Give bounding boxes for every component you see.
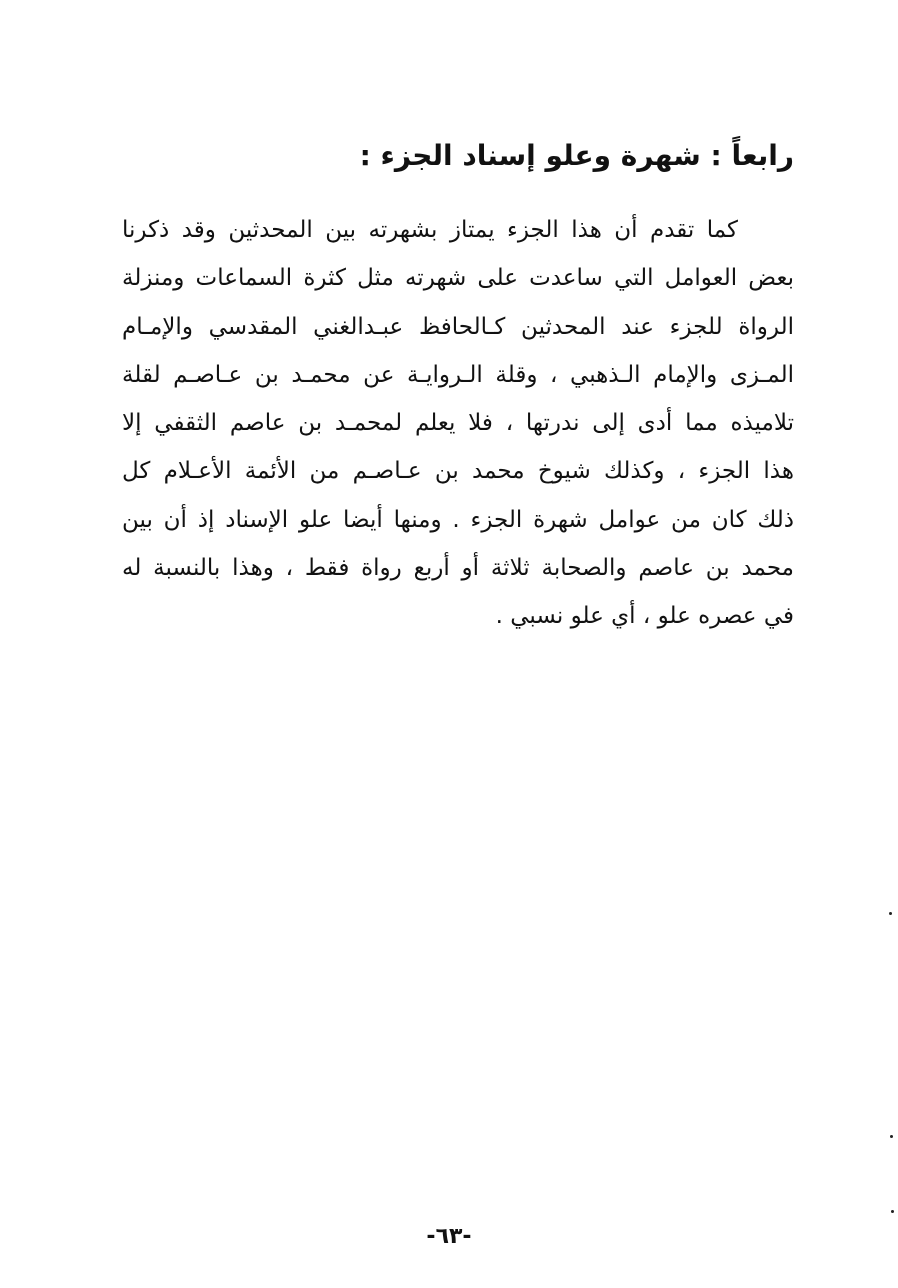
- section-heading: رابعاً : شهرة وعلو إسناد الجزء :: [359, 139, 794, 172]
- body-paragraph: [122, 206, 794, 641]
- paragraph-line: في عصره علو ، أي علو نسبي .: [495, 603, 794, 630]
- scan-speck: [890, 1135, 893, 1138]
- paragraph-line: تلاميذه مما أدى إلى ندرتها ، فلا يعلم لمحمـد بن عاصم الثقفي إلا: [122, 410, 794, 437]
- paragraph-line: كما تقدم أن هذا الجزء يمتاز بشهرته بين المحدثين وقد ذكرنا: [122, 217, 738, 243]
- paragraph-line: محمد بن عاصم والصحابة ثلاثة أو أربع رواة فقط ، وهذا بالنسبة له: [122, 555, 794, 582]
- paragraph-line: المـزى والإمام الـذهبي ، وقلة الـروايـة عن محمـد بن عـاصـم لقلة: [122, 361, 794, 388]
- paragraph-line: ذلك كان من عوامل شهرة الجزء . ومنها أيضا علو الإسناد إذ أن بين: [122, 506, 794, 533]
- paragraph-line: الرواة للجزء عند المحدثين كـالحافظ عبـدالغني المقدسي والإمـام: [122, 313, 794, 340]
- paragraph-line: هذا الجزء ، وكذلك شيوخ محمد بن عـاصـم من الأئمة الأعـلام كل: [122, 458, 794, 485]
- page-number: -٦٣-: [426, 1224, 472, 1249]
- scan-speck: [891, 1210, 894, 1213]
- paragraph-line: بعض العوامل التي ساعدت على شهرته مثل كثرة السماعات ومنزلة: [122, 265, 794, 292]
- scan-speck: [889, 912, 892, 915]
